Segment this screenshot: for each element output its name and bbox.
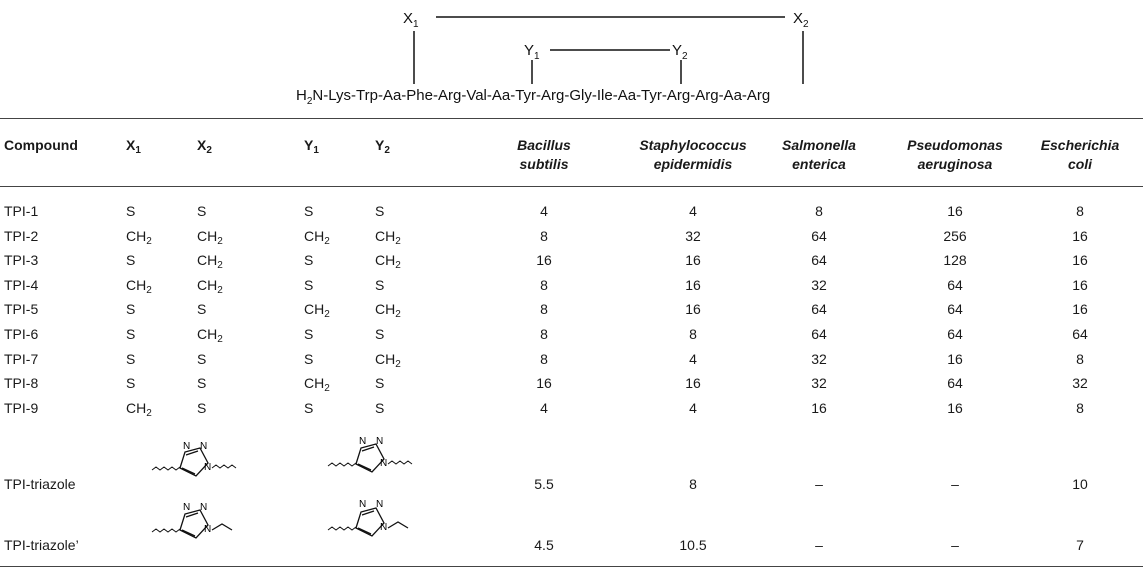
mic-value: 64 <box>811 227 827 244</box>
svg-text:N: N <box>380 522 388 533</box>
cell-x2: $CH_2$ <box>197 252 223 272</box>
mic-value: 16 <box>685 252 701 269</box>
mic-value: 8 <box>1076 203 1084 219</box>
header-x2: $X_2$ <box>197 137 212 156</box>
header-y2: $Y_2$ <box>375 137 390 156</box>
compound-name: TPI-5 <box>4 301 39 318</box>
mic-value: 16 <box>1072 227 1088 244</box>
cell-y1: S <box>304 252 314 269</box>
header-salmonella-enterica: Salmonella enterica <box>782 137 856 172</box>
compound-name: TPI-7 <box>4 350 39 367</box>
triazole-prime-structure-x <box>148 498 248 548</box>
cell-x2: S <box>197 301 207 318</box>
cell-x2: $CH_2$ <box>197 227 223 247</box>
mic-value: 4 <box>540 203 548 219</box>
svg-text:N: N <box>376 499 384 510</box>
cell-y1: S <box>304 276 314 293</box>
mic-value: 4.5 <box>534 537 554 553</box>
cell-y2: S <box>375 203 385 219</box>
mic-value: 5.5 <box>534 476 554 492</box>
mic-value: 7 <box>1076 537 1084 553</box>
mic-value: 8 <box>1076 350 1084 367</box>
svg-text:N: N <box>183 502 191 513</box>
mic-value: 32 <box>811 375 827 392</box>
compound-name: TPI-4 <box>4 276 39 293</box>
svg-text:N: N <box>380 458 388 469</box>
mic-value: 10.5 <box>679 537 707 553</box>
cell-x2: $CH_2$ <box>197 276 223 296</box>
cell-y2: S <box>375 375 385 392</box>
mic-value: – <box>815 476 823 492</box>
mic-value: 64 <box>811 326 827 342</box>
header-y1: $Y_1$ <box>304 137 319 156</box>
svg-text:N: N <box>376 436 384 447</box>
svg-text:N: N <box>183 441 191 452</box>
mic-value: 4 <box>689 399 697 416</box>
compound-name: TPI-9 <box>4 399 39 416</box>
svg-text:N: N <box>200 441 208 452</box>
mic-value: 64 <box>947 326 963 342</box>
mic-value: 64 <box>947 276 963 293</box>
header-escherichia-coli: Escherichia coli <box>1040 137 1120 172</box>
header-pseudomonas-aeruginosa: Pseudomonas aeruginosa <box>907 137 1003 172</box>
header-compound: Compound <box>4 137 78 153</box>
mic-value: 256 <box>943 227 967 244</box>
svg-text:N: N <box>359 436 367 447</box>
cell-x1: S <box>126 252 136 269</box>
cell-x2: S <box>197 203 207 219</box>
compound-name: TPI-triazole’ <box>4 537 79 553</box>
mic-value: 16 <box>685 276 701 293</box>
cell-x1: S <box>126 375 136 392</box>
mic-value: 32 <box>1072 375 1088 392</box>
mic-value: 64 <box>947 301 963 318</box>
mic-value: 16 <box>1072 276 1088 293</box>
table-top-rule <box>0 118 1143 119</box>
mic-value: 32 <box>685 227 701 244</box>
mic-value: – <box>951 476 959 492</box>
mic-value: 32 <box>811 276 827 293</box>
triazole-structure-y <box>324 432 424 480</box>
mic-value: 64 <box>1072 326 1088 342</box>
x2-label: $X_2$ <box>793 10 809 30</box>
mic-value: 4 <box>540 399 548 416</box>
mic-value: 64 <box>811 301 827 318</box>
cell-y2: S <box>375 326 385 342</box>
compound-name: TPI-1 <box>4 203 39 219</box>
cell-y1: $CH_2$ <box>304 301 330 321</box>
header-staphylococcus-epidermidis: Staphylococcus epidermidis <box>639 137 747 172</box>
triazole-prime-structure-y <box>324 494 424 544</box>
y2-label: $Y_2$ <box>672 42 688 62</box>
peptide-crosslink-schematic <box>0 0 1143 112</box>
mic-value: 8 <box>540 276 548 293</box>
svg-text:N: N <box>204 462 212 473</box>
cell-y2: $CH_2$ <box>375 227 401 247</box>
header-bottom-rule <box>0 186 1143 187</box>
mic-value: 8 <box>1076 399 1084 416</box>
cell-y1: S <box>304 350 314 367</box>
cell-x2: S <box>197 375 207 392</box>
mic-value: 64 <box>947 375 963 392</box>
cell-y2: $CH_2$ <box>375 350 401 370</box>
mic-value: 64 <box>811 252 827 269</box>
mic-value: – <box>951 537 959 553</box>
header-x1: $X_1$ <box>126 137 141 156</box>
y1-label: $Y_1$ <box>524 42 540 62</box>
mic-value: 8 <box>689 476 697 492</box>
cell-y2: S <box>375 399 385 416</box>
mic-value: 16 <box>1072 252 1088 269</box>
mic-value: 8 <box>540 301 548 318</box>
mic-value: 32 <box>811 350 827 367</box>
cell-x1: $CH_2$ <box>126 227 152 247</box>
mic-value: 128 <box>943 252 967 269</box>
mic-value: 16 <box>947 350 963 367</box>
mic-value: 8 <box>540 227 548 244</box>
compound-name: TPI-6 <box>4 326 39 342</box>
peptide-sequence: $H_2N-Lys-Trp-Aa-Phe-Arg-Val-Aa-Tyr-Arg-Gly-Ile-Aa-Tyr-Arg-Arg-Aa$-Arg <box>296 87 771 107</box>
compound-name: TPI-8 <box>4 375 39 392</box>
mic-value: 10 <box>1072 476 1088 492</box>
cell-y1: $CH_2$ <box>304 375 330 395</box>
mic-value: 4 <box>689 350 697 367</box>
cell-x1: S <box>126 203 136 219</box>
mic-value: 8 <box>540 326 548 342</box>
mic-value: 16 <box>536 252 552 269</box>
mic-value: 16 <box>811 399 827 416</box>
svg-text:N: N <box>200 502 208 513</box>
cell-y2: $CH_2$ <box>375 252 401 272</box>
cell-x2: S <box>197 350 207 367</box>
cell-x1: S <box>126 301 136 318</box>
compound-name: TPI-triazole <box>4 476 76 492</box>
cell-x1: $CH_2$ <box>126 276 152 296</box>
cell-y1: $CH_2$ <box>304 227 330 247</box>
svg-text:N: N <box>359 499 367 510</box>
mic-value: 16 <box>947 399 963 416</box>
mic-value: – <box>815 537 823 553</box>
x1-label: $X_1$ <box>403 10 419 30</box>
cell-x1: S <box>126 350 136 367</box>
header-bacillus-subtilis: Bacillus subtilis <box>517 137 571 172</box>
svg-text:N: N <box>204 524 212 535</box>
compound-name: TPI-3 <box>4 252 39 269</box>
cell-x1: $CH_2$ <box>126 399 152 419</box>
mic-value: 8 <box>815 203 823 219</box>
cell-y2: $CH_2$ <box>375 301 401 321</box>
mic-value: 16 <box>947 203 963 219</box>
cell-y1: S <box>304 203 314 219</box>
mic-value: 16 <box>1072 301 1088 318</box>
cell-y2: S <box>375 276 385 293</box>
mic-value: 16 <box>685 375 701 392</box>
table-bottom-rule <box>0 566 1143 567</box>
cell-x1: S <box>126 326 136 342</box>
mic-value: 4 <box>689 203 697 219</box>
mic-value: 16 <box>536 375 552 392</box>
cell-y1: S <box>304 326 314 342</box>
mic-value: 16 <box>685 301 701 318</box>
compound-name: TPI-2 <box>4 227 39 244</box>
cell-x2: S <box>197 399 207 416</box>
cell-y1: S <box>304 399 314 416</box>
triazole-structure-x <box>148 438 248 484</box>
cell-x2: $CH_2$ <box>197 326 223 345</box>
mic-value: 8 <box>689 326 697 342</box>
mic-value: 8 <box>540 350 548 367</box>
